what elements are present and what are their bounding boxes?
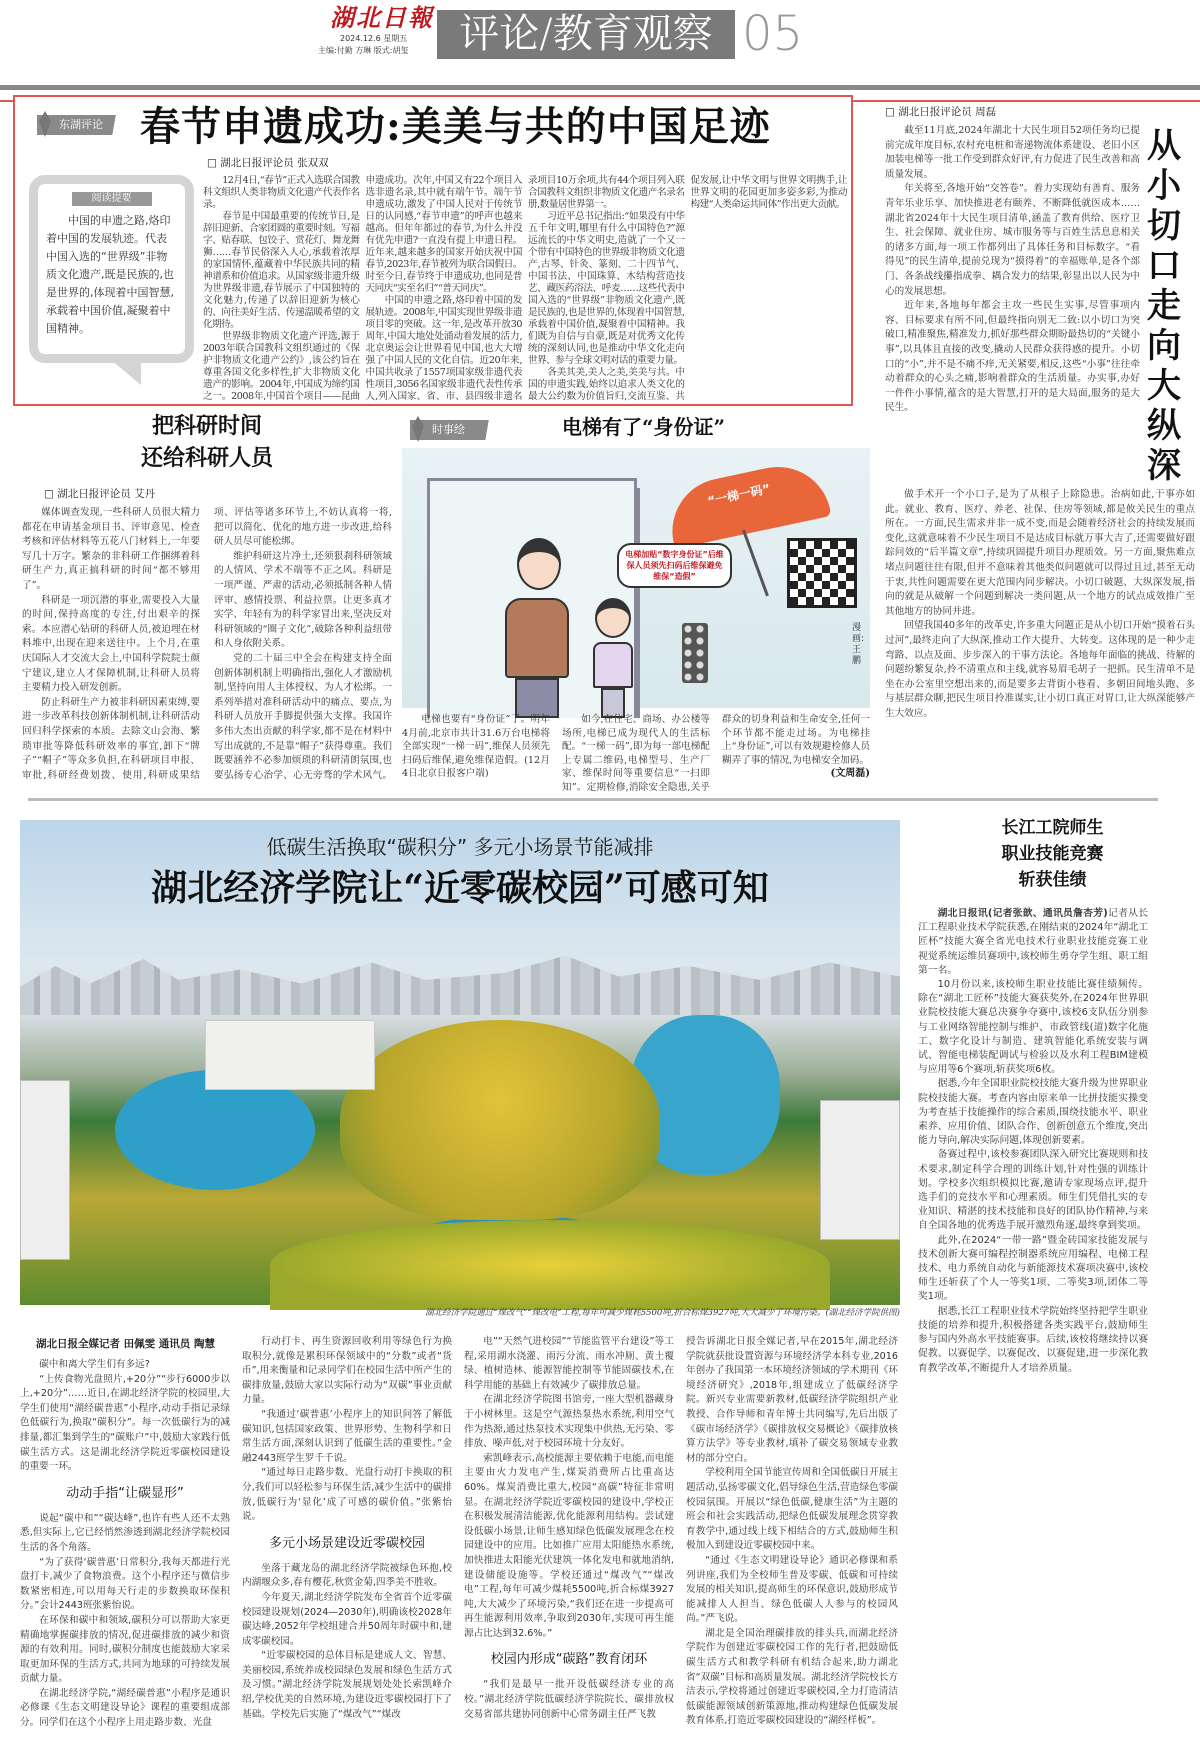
side-title-1: 长江工院师生 [1001,818,1104,838]
lead-article [13,95,853,406]
paragraph: 此外,在2024“一带一路”暨金砖国家技能发展与技术创新大赛可编程控制器系统应用编程、电梯工程技术、电力系统自动化与新能源技术赛项决赛中,该校师生还斩获了个人一等奖1项、二等奖3项,团体二等奖1项。 [918,1234,1148,1303]
cartoon-tag: 时事绘 [410,420,505,440]
campus-building [820,1100,900,1240]
paragraph: 学校利用全国节能宣传周和全国低碳日开展主题活动,弘扬零碳文化,倡导绿色生活,营造绿色零碳校园氛围。开展以“绿色低碳,健康生活”为主题的班会和社会实践活动,把绿色低碳发展理念贯穿教育教学中,通过线上线下相结合的方式,鼓励师生积极加入到建设近零碳校园中来。 [686,1467,898,1552]
paragraph: 授告诉湖北日报全媒记者,早在2015年,湖北经济学院就获批设置资源与环境经济学本科专业,2016年创办了我国第一本环境经济领域的学术期刊《环境经济研究》,2018年,组建成立了低碳经济学院。新兴专业需要新教材,低碳经济学院组织产业教授、合作导师和青年博士共同编写,先后出版了《碳市场经济学》《碳排放权交易概论》《碳排放核算方法学》等专业教材,填补了碳交易领域专业教材的部分空白。 [686,1336,898,1464]
cartoon-signature: (文周磊) [830,768,870,779]
side-title-3: 斩获佳绩 [1018,870,1087,890]
paragraph: 电梯也要有“身份证”了。明年4月前,北京市共计31.6万台电梯将全部实现“一梯一码”,维保人员须先扫码后维保,避免维保造假。(12月4日北京日报客户端) [402,714,550,779]
cartoon-body [402,713,870,796]
paragraph: 备赛过程中,该校参赛团队深入研究比赛规则和技术要求,制定科学合理的训练计划,针对性强的训练计划。学校多次组织模拟比赛,邀请专家现场点评,提升选手们的竞技水平和心理素质。师生们凭借扎实的专业知识、精湛的技术技能和良好的团队协作精神,与来自全国各地的优秀选手展开激烈角逐,最终拿到奖项。 [918,1149,1148,1232]
paragraph: 习近平总书记指出:“如果没有中华五千年文明,哪里有什么中国特色?”源远流长的中华文明史,造就了一个又一个带有中国特色的世界级非物质文化遗产,古琴、针灸、篆刻、二十四节气、中国书法、中国珠算、木结构营造技艺、藏医药浴法、呼麦……这些代表中国入选的“世界级”非物质文化遗产,既是民族的,也是世界的,体现着中国智慧,承载着中国价值,凝聚着中国精神。我们既为自信与自豪,既是对优秀文化传统的深刻认同,也是推动中华文化走向世界、参与全球文明对话的重要力量。 [528,211,685,366]
umbrella-handle [742,530,769,597]
paragraph: 截至11月底,2024年湖北十大民生项目52项任务均已提前完成年度目标,农村充电桩和寄递物流体系建设、老旧小区加装电梯等一批工作受到群众好评,有力促进了民生改善和高质量发展。 [885,125,1140,180]
paragraph: “我通过‘碳普惠’小程序上的知识问答了解低碳知识,包括国家政策、世界形势、生物科学和日常生活方面,深刻认识到了低碳生活的重要性。”金融2443班学生罗千千说。 [242,1408,452,1464]
masthead-rule [0,85,1200,90]
right-title: 从小切口走向大纵深 [1147,126,1181,486]
feature-subtitle: 低碳生活换取“碳积分” 多元小场景节能减排 [266,835,654,859]
research-title-1: 把科研时间 [151,413,262,439]
paragraph: 如今,在住宅、商场、办公楼等场所,电梯已成为现代人的生活标配。“一梯一码”,即为每一部电梯配上专属二维码,电梯型号、生产厂家、维保时间等重要信息“一扫即知”。定期检修,消除安全隐患,关乎群众的切身利益和生命安全,任何一个环节都不能走过场。为电梯挂上“身份证”,可以有效规避检修人员糊弄了事的情况,为电梯安全加码。 [562,714,870,793]
right-byline: □ 湖北日报评论员 周磊 [885,106,996,119]
paragraph: 中国的申遗之路,烙印着中国的发展轨迹。2008年,中国实现世界级非遗项目零的突破。这一年,是改革开放30周年,中国大地处处涌动着发展的活力,北京奥运会让世界看见中国,也大大增强了中国人民的文化自信。近20年来,中国共收录了1557项国家级非遗代表性项目,3056名国家级非遗代表性传承人,列入国家、省、市、县四级非遗名录项目10万余项,共有44个项目列入联合国教科文组织非物质文化遗产名录名册,数量居世界第一。 [365,175,685,402]
paragraph: 索凯峰表示,高校能源主要依赖于电能,而电能主要由火力发电产生,煤炭消费所占比重高达60%。煤炭消费比重大,校园“高碳”特征非常明显。在湖北经济学院近零碳校园的建设中,学校正在积极发展清洁能源,优化能源利用结构。尝试建设低碳小场景,让师生感知绿色低碳发展理念在校园建设中的应用。比如推广应用太阳能热水系统,加快推进太阳能光伏建筑一体化发电和就地消纳,建设储能设施等。学校还通过“煤改气”“煤改电”工程,每年可减少煤耗5500吨,折合标煤3927吨,大大减少了环境污染,“我们还在进一步提高可再生能源利用效率,争取到2030年,实现可再生能源占比达到32.6%。” [464,1452,674,1639]
paragraph: 各美其美,美人之美,美美与共。中国的申遗实践,始终以追求人类文化的最大公约数为价值旨归,交流互鉴、共促发展,让中华文明与世界文明携手,让世界文明的花园更加多姿多彩,为推动构建“人类命运共同体”作出更大贡献。 [528,175,847,402]
feature-col-1 [20,1358,230,1750]
child-figure [587,598,637,718]
research-byline: □ 湖北日报评论员 艾丹 [44,488,155,501]
paragraph: 党的二十届三中全会在构建支持全面创新体制机制上明确指出,强化人才激励机制,坚持向用人主体授权、为人才松绑。一系列举措对准科研活动中的痛点、要点,为科研人员放开手脚提供强大支撑。我国许多伟大杰出贡献的科学家,都不是在材料中写出成就的,不是靠“帽子”获得尊重。我们既要涵养不必参加烦琐的科研清朗氛围,也要弘扬专心治学、心无旁骛的学术风气。 [214,652,392,781]
lead-body [203,175,847,404]
editors: 主编:付勤 方琳 版式:胡玺 [318,46,409,55]
subhead: 校园内形成“碳路”教育闭环 [490,1652,648,1668]
research-title-2: 还给科研人员 [140,445,273,471]
summary-label: 阅读提要 [72,192,152,206]
forest-foreground [270,1220,830,1310]
photo-caption: 湖北经济学院通过“煤改气”“煤改电”工程,每年可减少煤耗5500吨,折合标煤3927吨,大大减少了环境污染。(湖北经济学院供图) [425,1308,900,1318]
paragraph: 维护科研这片净土,还须狠刹科研领域的人情风、学术不端等不正之风。科研是一项严谨、严肃的活动,必须抵制各种人情评审、感情投票、利益拉票。让更多真才实学、年轻有为的科学家冒出来,坚决反对科研领域的“圈子文化”,破除各种利益纽带和人身依附关系。 [214,550,392,650]
paragraph: 今年夏天,湖北经济学院发布全省首个近零碳校园建设规划(2024—2030年),明确该校2028年碳达峰,2052年学校组建合并50周年时碳中和,建成零碳校园。 [242,1591,452,1647]
subhead: 多元小场景建设近零碳校园 [268,1535,425,1551]
paragraph: 据悉,长江工程职业技术学院始终坚持把学生职业技能的培养和提升,积极搭建各类实践平台,鼓励师生参与国内外高水平技能赛事。后续,该校将继续持以赛促教、以赛促学、以赛促改、以赛促建,进一步深化教育教学改革,不断提升人才培养质量。 [918,1305,1148,1374]
lead-title: 春节申遗成功:美美与共的中国足迹 [140,103,771,150]
paragraph: 春节是中国最重要的传统节日,是辞旧迎新、合家团圆的重要时刻。写福字、贴春联、包饺子、赏花灯、舞龙舞狮……春节民俗深入人心,承载着浓厚的家国情怀,蕴藏着中华民族共同的精神谱系和价值追求。从国家级非遗升级为世界级非遗,春节展示了中国独特的文化魅力,传递了以辞旧迎新为核心的、向往美好生活、传递温暖希望的文化期待。 [203,211,360,330]
paragraph: 媒体调查发现,一些科研人员很大精力都花在申请基金项目书、评审意见、检查考核和评估材料等五花八门材料上,一年要写几十万字。繁杂的非科研工作捆绑着科研生产力,真正搞科研的时间“都不够用了”。 [22,507,200,591]
paragraph: 世界级非物质文化遗产评选,源于2003年联合国教科文组织通过的《保护非物质文化遗产公约》,该公约旨在尊重各国文化多样性,扩大非物质文化遗产的影响。2004年,中国成为缔约国之一。2008年,中国首个项目——昆曲申遗成功。次年,中国又有22个项目入选非遗名录,其中就有端午节。端午节申遗成功,激发了中国人民对于传统节日的认同感,“春节申遗”的呼声也越来越高。但年年都过的春节,为什么并没有优先申遗?一直没有提上申遗日程。近年来,越来越多的国家开始庆祝中国春节,2023年,春节被列为联合国假日。时至今日,春节终于申遗成功,也同是普天同庆“实至名归”“普天同庆”。 [203,175,522,402]
side-title-2: 职业技能竞赛 [1001,844,1104,864]
lead-byline: □ 湖北日报评论员 张双双 [207,157,329,170]
side-lead: 湖北日报讯(记者张歆、通讯员詹杏芳) [937,908,1108,919]
paragraph: 电”“天然气进校园”“节能监管平台建设”等工程,采用湖水浇灌、雨污分流、雨水冲厕、黄土覆绿、植树造林、能源智能控制等节能固碳技术,在科学用能的基础上有效减少了碳排放总量。 [464,1336,674,1391]
masthead [0,0,1200,92]
paragraph: 在湖北经济学院图书馆旁,一座大型机器藏身于小树林里。这是空气源热泵热水系统,利用空气作为热源,通过热泵技术实现集中供热,无污染、零排放、噪声低,对于校园环境十分友好。 [464,1394,674,1450]
feature-col-4 [686,1335,898,1750]
campus-building [20,1080,70,1260]
research-body [22,506,392,796]
paragraph: 年关将至,各地开始“交答卷”。着力实现幼有善育、服务青年乐业乐享、加快推进老有颐养、不断降低就医成本……湖北省2024年十大民生项目清单,涵盖了教育供给、医疗卫生、社会保障、就业住房、城市服务等与百姓生活息息相关的诸多方面,每一项工作都列出了具体任务和目标数字。“看得见”的民生清单,提前兑现为“摸得着”的幸福账单,是各个部门、各条战线攥指成拳、耦合发力的结果,彰显出以人民为中心的发展思想。 [885,183,1140,297]
qr-code-character [787,538,857,608]
paragraph: “我们是最早一批开设低碳经济专业的高校。”湖北经济学院低碳经济学院院长、碳排放权交易省部共建协同创新中心常务副主任严飞教 [464,1679,674,1720]
elevator-door-line [637,488,640,718]
section-title: 评论/教育观察 [437,10,735,59]
paragraph: 行动打卡、再生资源回收利用等绿色行为换取积分,就像是累积环保领域中的“分数”或者“货币”,用来衡量和记录同学们在校园生活中所产生的碳排放量,鼓励大家以实际行动为“双碳”事业贡献力量。 [242,1336,452,1406]
paragraph: 记者从长江工程职业技术学院获悉,在刚结束的2024年“湖北工匠杯”技能大赛全省光电技术行业职业技能竞赛工业视觉系统运维员赛项中,该校师生勇夺学生组、职工组第一名。 [918,908,1149,976]
side-body [918,907,1148,1747]
forest-island [340,1020,660,1220]
paragraph: 在湖北经济学院,“湖经碳普惠”小程序是通识必修课《生态文明建设导论》课程的重要组成部分。同学们在这个小程序上用走路步数、光盘 [20,1687,230,1729]
paragraph: 10月份以来,该校师生职业技能比赛佳绩频传。除在“湖北工匠杯”技能大赛获奖外,在2024年世界职业院校技能大赛总决赛争夺赛中,该校6支队伍分别参与工业网络智能控制与维护、市政管线(道)数字化施工、数字化设计与制造、建筑智能化系统安装与调试、智能电梯装配调试与检验以及水利工程BIM建模与应用等6个赛项,斩获奖项6枚。 [918,979,1148,1076]
paragraph: 12月4日,“春节”正式入选联合国教科文组织人类非物质文化遗产代表作名录。 [203,175,360,210]
feature-photo [20,820,900,1305]
side-news [910,815,1195,1750]
feature-col-2 [242,1335,452,1750]
right-body-top [885,124,1140,484]
feature-col-3 [464,1335,674,1750]
newspaper-logo: 湖北日報 [330,3,434,32]
feature-byline: 湖北日报全媒记者 田佩雯 通讯员 陶慧 [36,1338,215,1350]
paragraph: “通过《生态文明建设导论》通识必修课和系列讲座,我们为全校师生普及零碳、低碳和可持续发展的相关知识,提高师生的环保意识,鼓励形成节能减排人人担当、绿色低碳人人参与的校园风尚。”严飞说。 [686,1554,898,1625]
man-figure [497,538,577,718]
cartoon-title: 电梯有了“身份证” [562,415,726,439]
paragraph: “近零碳校园的总体目标是建成人文、智慧、美丽校园,系统养成校园绿色发展和绿色生活方式及习惯。”湖北经济学院发展规划处处长索凯峰介绍,学校优美的自然环境,为建设近零碳校园打下了基础。学校先后实施了“煤改气”“煤改 [242,1650,452,1720]
paragraph: “通过每日走路步数、光盘行动打卡换取的积分,我们可以轻松参与环保生活,减少生活中的碳排放,低碳行为‘显化’成了可感的碳价值。”张紫怡说。 [242,1467,452,1523]
paragraph: 据悉,今年全国职业院校技能大赛升级为世界职业院校技能大赛。考查内容由原来单一比拼技能实操变为考查基于技能操作的综合素质,围绕技能水平、职业素养、应用价值、团队合作、创新创意五个维度,突出能力导向,解决实际问题,体现创新要素。 [918,1078,1148,1147]
elevator-buttons [682,623,708,683]
umbrella-text: “一梯一码” [706,481,772,509]
right-body-bottom [885,488,1195,793]
paragraph: 近年来,各地每年都会主攻一些民生实事,尽管事项内容、目标要求有所不同,但最终指向别无二致:以小切口为突破口,精准聚焦,精准发力,抓好那些群众期盼最热切的“关键小事”,以具体且直接的改变,撬动人民群众获得感的提升。小切口的“小”,并不是不痛不痒,无关紧要,相反,这些“小事”往往牵动着群众的心头之痛,影响着群众的生活质量。办实事,办好一件件小事情,蕴含的是大智慧,打开的是大局面,服务的是大民生。 [885,300,1140,414]
paragraph: 说起“碳中和”“碳达峰”,也许有些人还不太熟悉,但实际上,它已经悄然渗透到湖北经济学院校园生活的各个角落。 [20,1512,230,1553]
cartoon-section [402,412,872,797]
section-divider [28,798,1158,801]
subhead: 动动手指“让碳显形” [66,1485,184,1501]
feature-title: 湖北经济学院让“近零碳校园”可感可知 [151,867,769,909]
summary-bubble [29,175,194,363]
research-article [22,412,392,797]
issue-date: 2024.12.6 星期五 [340,34,408,43]
paragraph: 科研是一项沉潜的事业,需要投入大量的时间,保持高度的专注,付出艰辛的探索。本应潜心钻研的科研人员,被迫埋在材料堆中,出现在迎来送往中。上个月,在重庆国际人才交流大会上,中国科学院院士颜宁建议,建立人才保障机制,让科研人员将主要精力投入研发创新。 [22,594,200,694]
artist-credit: 漫画:王鹏 [852,623,865,666]
paragraph: 湖北是全国治理碳排放的排头兵,而湖北经济学院作为创建近零碳校园工作的先行者,把鼓励低碳生活方式和教学科研有机结合起来,助力湖北省“双碳”目标和高质量发展。湖北经济学院校长方洁表示,学校将通过创建近零碳校园,全力打造清洁低碳能源领域创新策源地,推动构建绿色低碳发展教育体系,打造近零碳校园建设的“湖经样板”。 [686,1627,898,1727]
right-commentary [865,104,1200,794]
paragraph: 碳中和离大学生们有多远? [39,1359,150,1370]
paragraph: 防止科研生产力被非科研因素束缚,要进一步改革科技创新体制机制,让科研活动回归科学探索的本质。去除文山会海、繁琐审批等降低科研效率的事宜,卸下“牌子”“帽子”等众多负担,在科研项目申报、审批,科研经费划拨、使用,科研成果结项、评估等诸多环节上,不妨认真将一将,把可以简化、优化的地方进一步改进,给科研人员尽可能松绑。 [22,507,392,781]
page-number: 05 [742,6,804,62]
campus-building [205,1020,375,1090]
paragraph: 坐落于藏龙岛的湖北经济学院被绿色环抱,校内湖堰众多,春有樱花,秋赏金菊,四季美不胜收。 [242,1562,452,1589]
speech-bubble: 电梯加贴“数字身份证”后维保人员须先扫码后维保避免维保“造假” [617,543,732,588]
paragraph: 做手术开一个小口子,是为了从根子上除隐患。治病如此,干事亦如此。就业、教育、医疗、养老、社保、住房等领域,都是攸关民生的重点所在。一方面,民生需求并非一成不变,而是会随着经济社会的持续发展而变化,这就意味着不少民生项目不是达成目标就万事大吉了,还需要做好跟踪问效的“后半篇文章”,持续巩固提升项目办理质效。另一方面,聚焦难点堵点问题往往有限,但并不意味着其他类似问题就可以得过且过,甚至无动于衷,共性问题需要在更大范围内同步解决。小切口破题、大纵深发展,指向的就是从破解一个问题到解决一类问题,从一个地方的试点成效推广至其他地方的协同并进。 [885,489,1195,617]
city-skyline [20,945,900,1015]
paragraph: 在环保和碳中和领域,碳积分可以帮助大家更精确地掌握碳排放的情况,促进碳排放的减少和资源的有效利用。同时,碳积分制度也能鼓励大家采取更加环保的生活方式,共同为地球的可持续发展贡献力量。 [20,1614,230,1685]
bubble-tail [111,360,141,385]
paragraph: “上传食物光盘照片,+20分”“步行6000步以上,+20分”……近日,在湖北经济学院的校园里,大学生们使用“湖经碳普惠”小程序,动动手指记录绿色低碳行为,换取“碳积分”。每一次低碳行为的减排量,都汇集到学生的“碳账户”中,鼓励大家践行低碳生活方式。这是湖北经济学院近零碳校园建设的重要一环。 [20,1373,230,1473]
paragraph: “为了获得‘碳普惠’日常积分,我每天都进行光盘打卡,减少了食物浪费。这个小程序还与微信步数紧密相连,可以用每天行走的步数换取环保积分。”会计2443班张紫怡说。 [20,1556,230,1612]
column-tag: 东湖评论 [37,115,132,135]
paragraph: 回望我国40多年的改革史,许多重大问题正是从小切口开始“摸着石头过河”,最终走向了大纵深,推动工作大提升、大转变。这体现的是一种少走弯路、以点及面、步步深入的干事方法论。各地每年面临的挑战、待解的问题纷繁复杂,拎不清重点和主线,就容易眉毛胡子一把抓。民生清单不是坐在办公室里空想出来的,而是要多去背街小巷看、多朝田间地头跑、多与基层群众聊,把民生项目拎准谋实,让小切口真正对胃口,让大纵深能够产生大效应。 [885,620,1195,719]
cartoon-image [402,448,870,708]
summary-text: 中国的申遗之路,烙印着中国的发展轨迹。代表中国入选的“世界级”非物质文化遗产,既是民族的,也是世界的,体现着中国智慧,承载着中国价值,凝聚着中国精神。 [46,214,174,335]
